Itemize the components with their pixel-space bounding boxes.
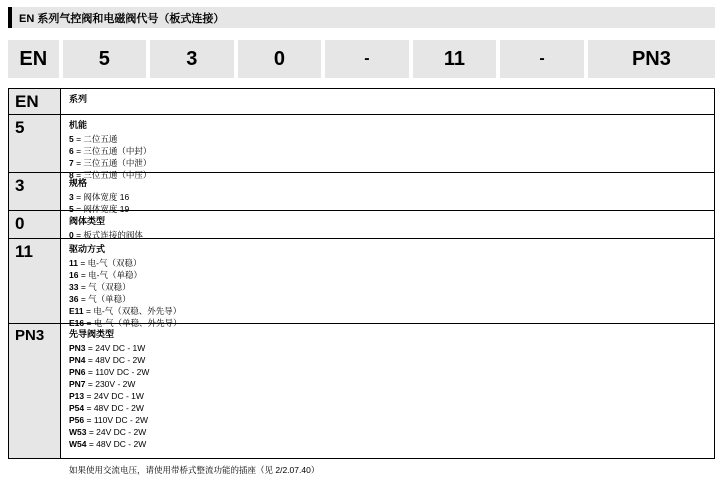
legend-note-pilot-type: 如果使用交流电压，请使用带桥式整流功能的插座（见 2/2.07.40） xyxy=(69,465,320,476)
legend-title-function: 机能 xyxy=(69,120,88,130)
legend-row-valve-type xyxy=(9,211,714,239)
code-boxes-row xyxy=(8,40,715,78)
legend-row-pilot-type xyxy=(9,324,714,476)
legend-value-valve-type xyxy=(61,211,714,238)
legend-row-actuation xyxy=(9,239,714,329)
legend-value-function xyxy=(61,115,714,180)
code-separator-1: - xyxy=(325,40,409,78)
legend-line: P56 = 110V DC - 2W xyxy=(69,415,148,426)
legend-line: 5 = 二位五通 xyxy=(69,133,118,144)
legend-value-size xyxy=(61,173,714,214)
code-separator-2: - xyxy=(500,40,584,78)
legend-line: 16 = 电-气（单稳） xyxy=(69,269,142,280)
legend-line: 11 = 电-气（双稳） xyxy=(69,257,142,268)
legend-value-actuation xyxy=(61,239,714,329)
page-title: EN 系列气控阀和电磁阀代号（板式连接） xyxy=(19,12,225,25)
legend-title-series: 系列 xyxy=(69,94,88,104)
legend-line: PN4 = 48V DC - 2W xyxy=(69,354,146,365)
legend-line: E16 = 电-气（单稳、外先导） xyxy=(69,318,182,329)
legend-key-pilot-type: PN3 xyxy=(9,324,61,458)
legend-line: 8 = 三位五通（中压） xyxy=(69,169,152,180)
legend-line: 36 = 气（单稳） xyxy=(69,293,131,304)
legend-line: 7 = 三位五通（中泄） xyxy=(69,157,152,168)
code-function: 5 xyxy=(63,40,147,78)
legend-line: P13 = 24V DC - 1W xyxy=(69,391,144,402)
code-valve-type: 0 xyxy=(238,40,322,78)
legend-table xyxy=(8,88,715,476)
legend-line: W53 = 24V DC - 2W xyxy=(69,427,147,438)
legend-line: 0 = 板式连接的阀体 xyxy=(69,229,143,240)
code-en: EN xyxy=(8,40,59,78)
legend-title-valve-type: 阀体类型 xyxy=(69,216,106,226)
legend-line: 6 = 三位五通（中封） xyxy=(69,145,152,156)
code-actuation: 11 xyxy=(413,40,497,78)
legend-key-actuation: 11 xyxy=(9,239,61,323)
legend-value-series xyxy=(61,89,714,114)
legend-line: E11 = 电-气（双稳、外先导） xyxy=(69,306,182,317)
legend-title-size: 规格 xyxy=(69,178,88,188)
legend-title-actuation: 驱动方式 xyxy=(69,244,106,254)
legend-row-size xyxy=(9,173,714,214)
legend-line: P54 = 48V DC - 2W xyxy=(69,403,144,414)
legend-title-pilot-type: 先导阀类型 xyxy=(69,329,115,339)
page-header xyxy=(8,7,715,28)
legend-key-valve-type: 0 xyxy=(9,211,61,238)
legend-row-function xyxy=(9,115,714,180)
legend-row-series xyxy=(9,89,714,115)
legend-key-function: 5 xyxy=(9,115,61,172)
legend-line: 33 = 气（双稳） xyxy=(69,281,131,292)
legend-line: 3 = 阀体宽度 16 xyxy=(69,191,130,202)
legend-key-size: 3 xyxy=(9,173,61,210)
legend-value-pilot-type xyxy=(61,324,714,476)
code-size: 3 xyxy=(150,40,234,78)
legend-line: 5 = 阀体宽度 19 xyxy=(69,203,130,214)
legend-line: PN7 = 230V - 2W xyxy=(69,378,136,389)
code-pilot-type: PN3 xyxy=(588,40,715,78)
legend-line: PN6 = 110V DC - 2W xyxy=(69,366,150,377)
legend-line: W54 = 48V DC - 2W xyxy=(69,439,147,450)
legend-key-en: EN xyxy=(9,89,61,114)
legend-line: PN3 = 24V DC - 1W xyxy=(69,342,146,353)
